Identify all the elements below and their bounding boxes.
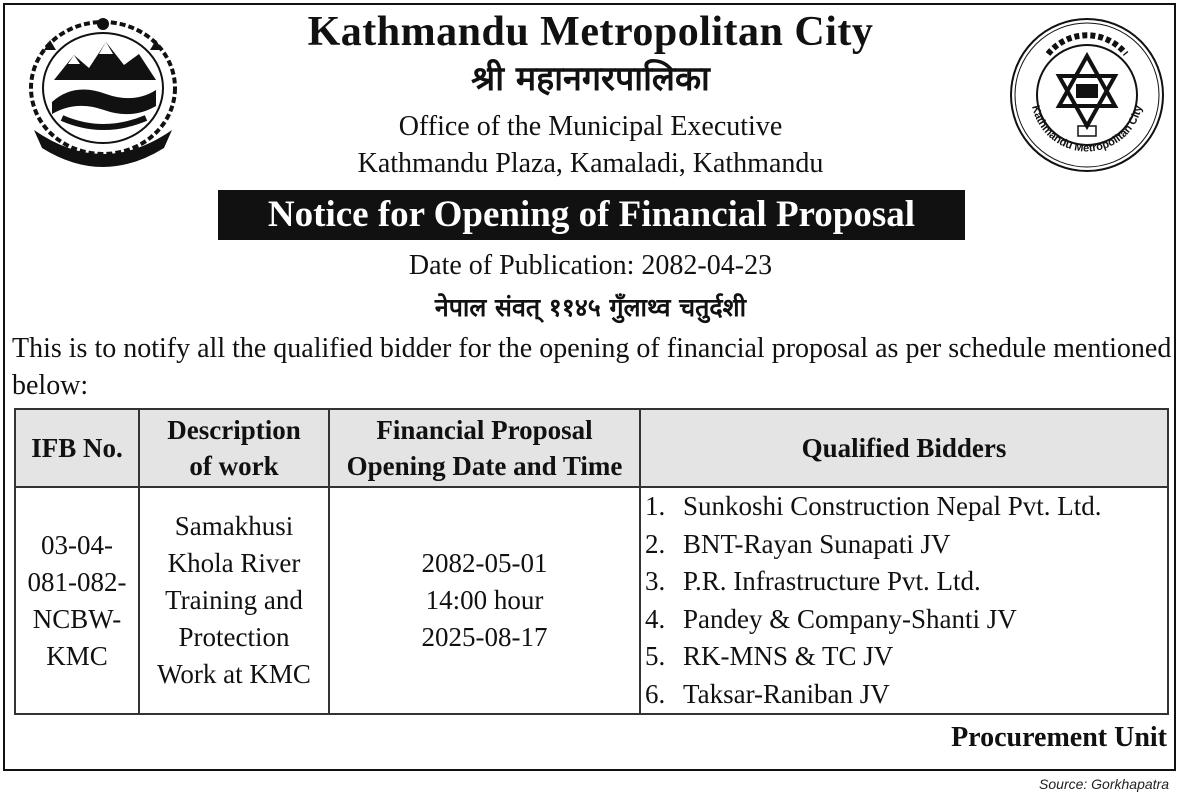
header-description-line1: Description (167, 415, 301, 445)
header-qualified-bidders: Qualified Bidders (640, 409, 1168, 487)
ifb-line: KMC (46, 640, 108, 671)
bidder-name: Pandey & Company-Shanti JV (683, 603, 1017, 634)
cell-description (139, 487, 329, 714)
bidder-name: Taksar-Raniban JV (683, 678, 890, 709)
opening-line: 2082-05-01 (421, 548, 548, 578)
bidder-name: Sunkoshi Construction Nepal Pvt. Ltd. (683, 491, 1102, 521)
office-address: Kathmandu Plaza, Kamaladi, Kathmandu (357, 148, 824, 179)
publication-date: Date of Publication: 2082-04-23 (408, 250, 773, 281)
opening-line: 14:00 hour (425, 585, 544, 615)
city-title: Kathmandu Metropolitan City (307, 9, 874, 55)
list-item (645, 488, 1163, 526)
table-header-row (15, 409, 1168, 487)
bidder-number: 5. (645, 641, 666, 671)
header-description-line2: of work (189, 451, 279, 481)
nepal-sambat-date: नेपाल संवत् ११४५ गुँलाथ्व चतुर्दशी (434, 293, 747, 322)
header-opening-line2: Opening Date and Time (346, 451, 623, 481)
bidder-number: 2. (645, 528, 666, 559)
bidder-list (645, 488, 1163, 713)
signatory: Procurement Unit (951, 722, 1167, 753)
header-opening-date (329, 409, 640, 487)
list-item (645, 563, 1163, 601)
cell-opening-date (329, 487, 640, 714)
bidder-number: 6. (645, 678, 666, 709)
source-credit: Source: Gorkhapatra (1039, 776, 1169, 792)
description-line: Samakhusi (174, 511, 294, 541)
cell-qualified-bidders (640, 487, 1168, 714)
description-line: Protection (178, 622, 290, 652)
ifb-line: 081-082- (27, 566, 127, 597)
city-title-nepali: श्री महानगरपालिका (471, 59, 710, 99)
ifb-line: NCBW- (32, 603, 122, 634)
schedule-table (14, 408, 1169, 715)
list-item (645, 601, 1163, 639)
bidder-number: 3. (645, 566, 666, 596)
bidder-name: BNT-Rayan Sunapati JV (683, 528, 951, 559)
cell-ifb-no (15, 487, 139, 714)
bidder-name: RK-MNS & TC JV (683, 641, 894, 671)
notice-title: Notice for Opening of Financial Proposal (218, 190, 965, 240)
office-name: Office of the Municipal Executive (398, 111, 783, 142)
bidder-name: P.R. Infrastructure Pvt. Ltd. (683, 566, 981, 596)
list-item (645, 676, 1163, 714)
list-item (645, 638, 1163, 676)
bidder-number: 4. (645, 603, 666, 634)
description-line: Khola River (167, 548, 301, 578)
description-line: Training and (165, 585, 303, 615)
ifb-line: 03-04- (41, 529, 113, 560)
opening-line: 2025-08-17 (421, 622, 548, 652)
header-ifb-no: IFB No. (15, 409, 139, 487)
svg-text:Kathmandu Metropolitan City: Kathmandu Metropolitan City (1029, 104, 1145, 155)
header-opening-line1: Financial Proposal (376, 415, 593, 445)
bidder-number: 1. (645, 491, 666, 521)
list-item (645, 526, 1163, 564)
intro-paragraph: This is to notify all the qualified bidder for the opening of financial proposal as per schedule mentioned below: (12, 333, 1172, 401)
description-line: Work at KMC (157, 659, 311, 689)
table-row (15, 487, 1168, 714)
header-description (139, 409, 329, 487)
